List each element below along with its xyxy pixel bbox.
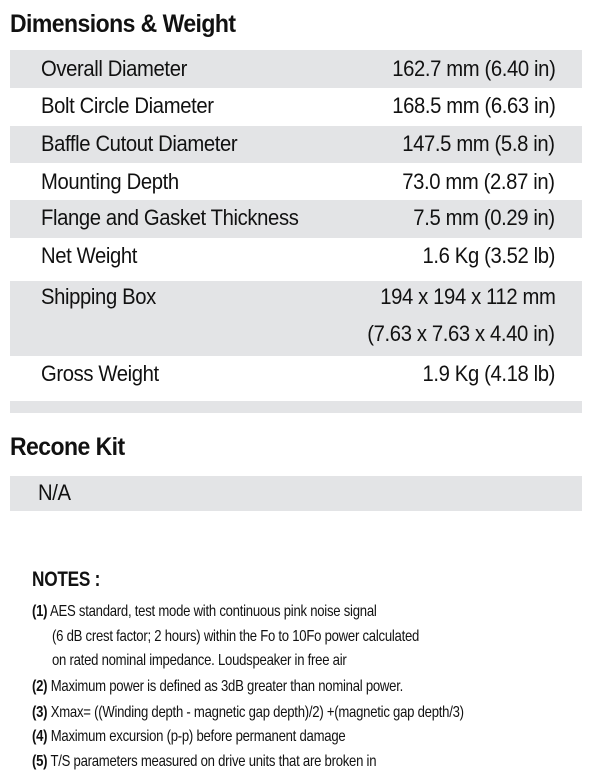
row-value: 7.5 mm (0.29 in) — [413, 205, 555, 230]
note-item — [32, 678, 403, 696]
recone-heading: Recone Kit — [10, 433, 125, 461]
row-label: Net Weight — [41, 243, 138, 268]
table-row — [10, 200, 582, 238]
note-text: Maximum power is defined as 3dB greater than nominal power. — [50, 678, 404, 695]
note-item — [32, 603, 377, 621]
notes-title: NOTES : — [32, 568, 101, 591]
table-row — [10, 163, 582, 200]
note-number: (5) — [32, 753, 48, 770]
table-row — [10, 50, 582, 88]
table-row — [10, 88, 582, 126]
row-value: 168.5 mm (6.63 in) — [391, 93, 555, 118]
note-text: Xmax= ((Winding depth - magnetic gap depth)/2) +(magnetic gap depth/3) — [50, 704, 464, 721]
table-row — [10, 281, 582, 356]
row-value: 194 x 194 x 112 mm — [379, 284, 555, 309]
note-continuation: (6 dB crest factor; 2 hours) within the Fo to 10Fo power calculated — [52, 628, 420, 645]
row-label: Shipping Box — [41, 284, 156, 309]
row-value: 147.5 mm (5.8 in) — [402, 131, 555, 156]
note-item — [32, 704, 464, 722]
note-text: T/S parameters measured on drive units that are broken in — [50, 753, 377, 770]
table-footer-bar — [10, 401, 582, 413]
row-label: Mounting Depth — [41, 169, 179, 194]
recone-value: N/A — [38, 480, 71, 505]
note-number: (4) — [32, 728, 48, 745]
row-label: Overall Diameter — [41, 56, 187, 81]
table-row — [10, 356, 582, 400]
note-number: (2) — [32, 678, 48, 695]
note-text: AES standard, test mode with continuous pink noise signal — [49, 603, 377, 620]
row-value: 1.6 Kg (3.52 lb) — [422, 243, 555, 268]
row-label: Bolt Circle Diameter — [41, 93, 214, 118]
note-number: (1) — [32, 603, 48, 620]
row-value: 73.0 mm (2.87 in) — [402, 169, 555, 194]
row-value-secondary: (7.63 x 7.63 x 4.40 in) — [367, 321, 555, 346]
note-continuation: on rated nominal impedance. Loudspeaker in free air — [52, 652, 347, 669]
table-row — [10, 126, 582, 163]
table-row — [10, 238, 582, 281]
dimensions-heading: Dimensions & Weight — [10, 10, 236, 38]
recone-row — [10, 476, 582, 511]
row-label: Baffle Cutout Diameter — [41, 131, 238, 156]
row-label: Gross Weight — [41, 361, 159, 386]
row-value: 162.7 mm (6.40 in) — [391, 56, 555, 81]
note-text: Maximum excursion (p-p) before permanent damage — [50, 728, 346, 745]
note-item — [32, 728, 345, 746]
note-item — [32, 753, 376, 771]
row-value: 1.9 Kg (4.18 lb) — [422, 361, 555, 386]
row-label: Flange and Gasket Thickness — [41, 205, 299, 230]
note-number: (3) — [32, 704, 48, 721]
